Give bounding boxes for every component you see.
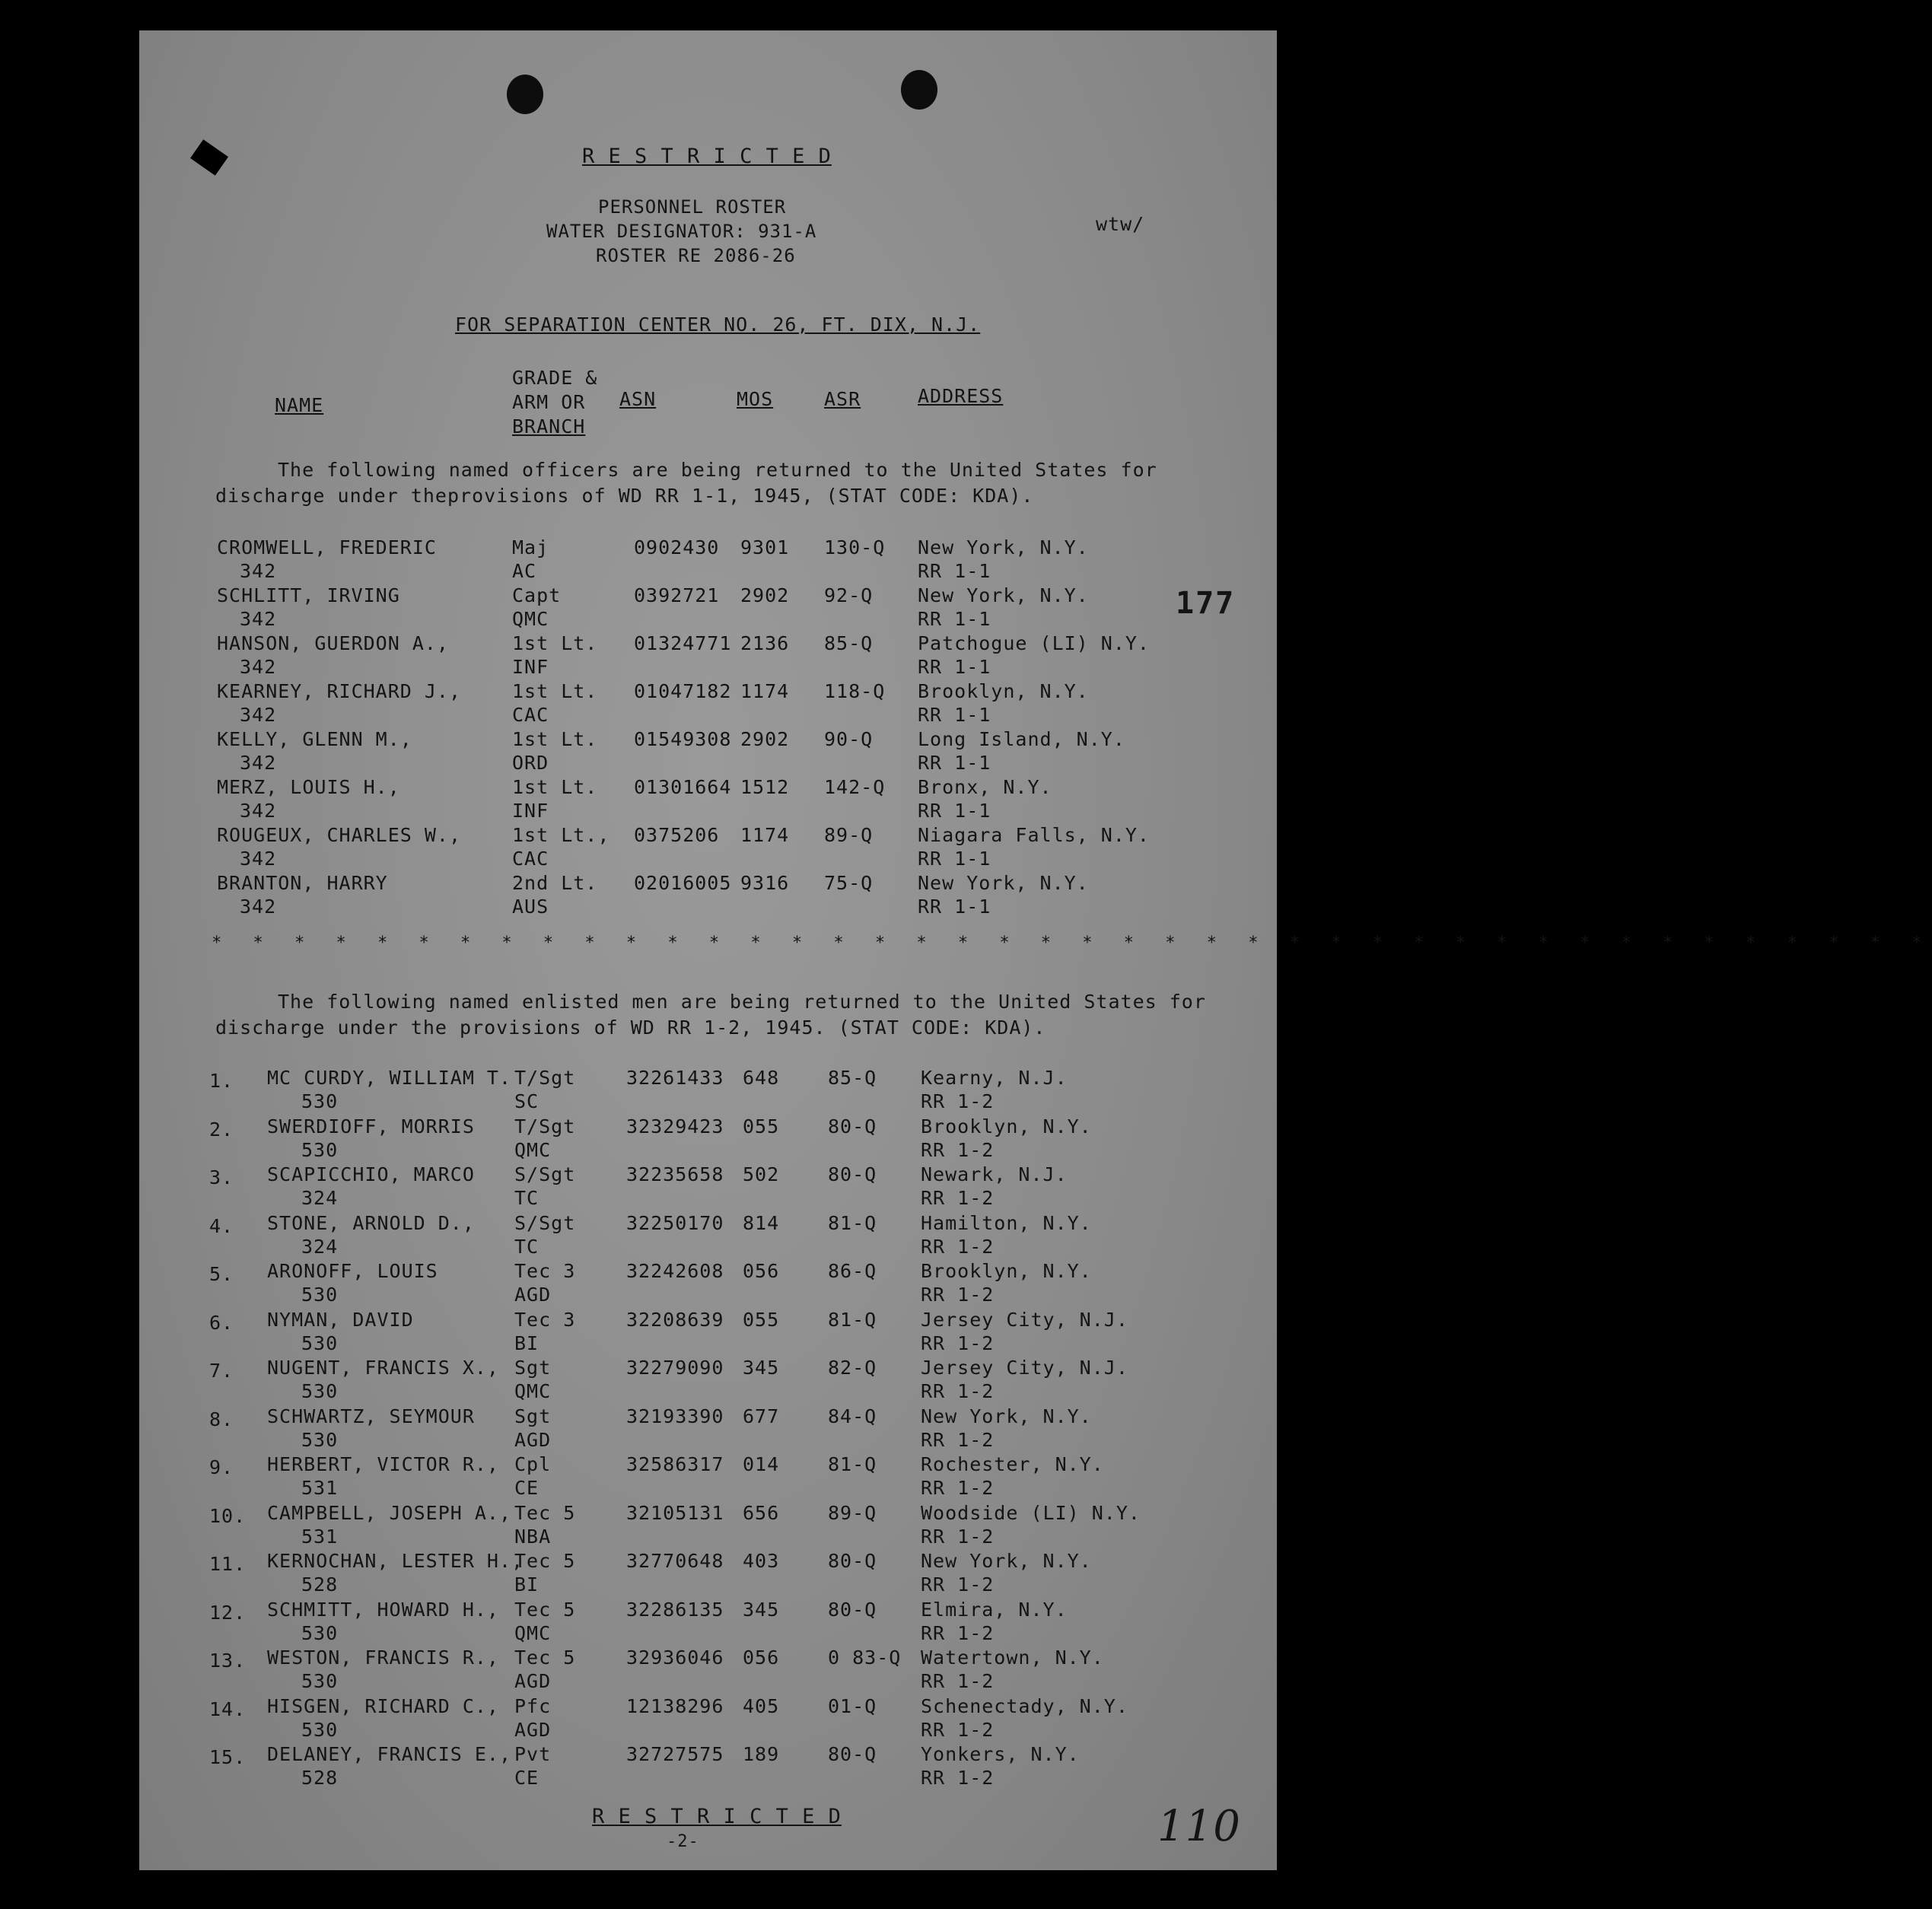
enlisted-number: 6.: [209, 1311, 234, 1334]
enlisted-number: 12.: [209, 1601, 247, 1624]
enlisted-grade: Sgt: [514, 1405, 552, 1427]
officers-intro-line2: discharge under theprovisions of WD RR 1-1, 1945, (STAT CODE: KDA).: [215, 485, 1034, 507]
officer-branch: CAC: [512, 704, 549, 726]
enlisted-name: SCHWARTZ, SEYMOUR: [267, 1405, 475, 1427]
enlisted-number: 11.: [209, 1553, 247, 1575]
enlisted-rr: RR 1-2: [921, 1090, 995, 1112]
enlisted-asn: 32235658: [626, 1163, 724, 1185]
enlisted-asn: 12138296: [626, 1694, 724, 1717]
enlisted-number: 15.: [209, 1746, 247, 1768]
officer-asn: 01301664: [634, 776, 732, 798]
enlisted-asr: 80-Q: [828, 1743, 877, 1765]
enlisted-branch: QMC: [514, 1621, 552, 1644]
enlisted-rr: RR 1-2: [921, 1477, 995, 1499]
enlisted-name: NYMAN, DAVID: [267, 1308, 414, 1331]
water-designator: WATER DESIGNATOR: 931-A: [546, 221, 817, 242]
officer-asr: 130-Q: [824, 536, 886, 558]
enlisted-asn: 32727575: [626, 1743, 724, 1765]
enlisted-intro-line1: The following named enlisted men are being returned to the United States for: [278, 991, 1206, 1013]
enlisted-mos: 056: [743, 1647, 780, 1669]
officer-code: 342: [240, 656, 277, 678]
officer-rr: RR 1-1: [918, 560, 991, 582]
enlisted-name: KERNOCHAN, LESTER H.,: [267, 1550, 524, 1572]
officer-mos: 2902: [740, 728, 790, 750]
enlisted-code: 528: [301, 1767, 339, 1789]
officer-asn: 01549308: [634, 728, 732, 750]
enlisted-asn: 32261433: [626, 1067, 724, 1089]
enlisted-grade: Tec 3: [514, 1308, 576, 1331]
enlisted-rr: RR 1-2: [921, 1670, 995, 1692]
enlisted-name: MC CURDY, WILLIAM T.: [267, 1067, 512, 1089]
enlisted-branch: QMC: [514, 1380, 552, 1402]
enlisted-mos: 405: [743, 1694, 780, 1717]
column-header-asr: ASR: [824, 388, 861, 410]
enlisted-rr: RR 1-2: [921, 1380, 995, 1402]
enlisted-asr: 01-Q: [828, 1694, 877, 1717]
enlisted-asr: 86-Q: [828, 1260, 877, 1282]
enlisted-address: Hamilton, N.Y.: [921, 1211, 1092, 1234]
enlisted-name: WESTON, FRANCIS R.,: [267, 1647, 499, 1669]
officer-asr: 89-Q: [824, 824, 874, 846]
enlisted-code: 530: [301, 1718, 339, 1741]
column-header-grade: GRADE &: [512, 367, 598, 389]
enlisted-code: 530: [301, 1090, 339, 1112]
enlisted-branch: BI: [514, 1332, 539, 1354]
enlisted-asn: 32329423: [626, 1115, 724, 1137]
enlisted-number: 7.: [209, 1360, 234, 1382]
officer-asr: 75-Q: [824, 872, 874, 894]
officer-grade: 1st Lt.: [512, 776, 598, 798]
enlisted-mos: 677: [743, 1405, 780, 1427]
enlisted-asr: 0 83-Q: [828, 1647, 902, 1669]
officer-address: Long Island, N.Y.: [918, 728, 1125, 750]
enlisted-number: 13.: [209, 1650, 247, 1672]
enlisted-mos: 648: [743, 1067, 780, 1089]
enlisted-address: Watertown, N.Y.: [921, 1647, 1104, 1669]
enlisted-name: SCHMITT, HOWARD H.,: [267, 1598, 499, 1621]
enlisted-address: Elmira, N.Y.: [921, 1598, 1068, 1621]
column-header-arm: ARM OR: [512, 391, 586, 413]
document-page: [139, 30, 1932, 1870]
enlisted-number: 9.: [209, 1456, 234, 1478]
enlisted-address: Yonkers, N.Y.: [921, 1743, 1080, 1765]
enlisted-code: 530: [301, 1138, 339, 1161]
officer-rr: RR 1-1: [918, 704, 991, 726]
enlisted-rr: RR 1-2: [921, 1332, 995, 1354]
enlisted-rr: RR 1-2: [921, 1573, 995, 1596]
enlisted-asn: 32105131: [626, 1501, 724, 1524]
enlisted-address: Brooklyn, N.Y.: [921, 1115, 1092, 1137]
separation-center: FOR SEPARATION CENTER NO. 26, FT. DIX, N.J.: [455, 313, 981, 336]
officer-grade: 1st Lt.: [512, 728, 598, 750]
enlisted-asr: 82-Q: [828, 1357, 877, 1379]
enlisted-address: Jersey City, N.J.: [921, 1357, 1128, 1379]
officer-asn: 01324771: [634, 632, 732, 654]
officer-asn: 0375206: [634, 824, 720, 846]
enlisted-intro-line2: discharge under the provisions of WD RR 1-2, 1945. (STAT CODE: KDA).: [215, 1017, 1046, 1039]
classification-footer: R E S T R I C T E D: [592, 1805, 842, 1828]
enlisted-branch: AGD: [514, 1670, 552, 1692]
officer-asr: 85-Q: [824, 632, 874, 654]
enlisted-branch: SC: [514, 1090, 539, 1112]
enlisted-code: 530: [301, 1284, 339, 1306]
enlisted-number: 8.: [209, 1408, 234, 1430]
officer-address: Brooklyn, N.Y.: [918, 680, 1089, 702]
officer-asn: 0392721: [634, 584, 720, 606]
enlisted-asn: 32279090: [626, 1357, 724, 1379]
enlisted-mos: 403: [743, 1550, 780, 1572]
officer-name: ROUGEUX, CHARLES W.,: [217, 824, 462, 846]
officer-address: Bronx, N.Y.: [918, 776, 1052, 798]
column-header-branch: BRANCH: [512, 415, 586, 437]
enlisted-asn: 32242608: [626, 1260, 724, 1282]
enlisted-grade: Tec 5: [514, 1647, 576, 1669]
enlisted-rr: RR 1-2: [921, 1235, 995, 1258]
officer-mos: 1174: [740, 824, 790, 846]
enlisted-name: CAMPBELL, JOSEPH A.,: [267, 1501, 512, 1524]
officer-name: MERZ, LOUIS H.,: [217, 776, 400, 798]
column-header-name: NAME: [275, 394, 324, 416]
enlisted-branch: CE: [514, 1477, 539, 1499]
enlisted-address: New York, N.Y.: [921, 1405, 1092, 1427]
enlisted-asn: 32250170: [626, 1211, 724, 1234]
enlisted-name: ARONOFF, LOUIS: [267, 1260, 438, 1282]
enlisted-name: DELANEY, FRANCIS E.,: [267, 1743, 512, 1765]
officer-code: 342: [240, 800, 277, 822]
officer-grade: Maj: [512, 536, 549, 558]
enlisted-asr: 85-Q: [828, 1067, 877, 1089]
enlisted-number: 3.: [209, 1166, 234, 1188]
enlisted-number: 4.: [209, 1214, 234, 1237]
officer-address: New York, N.Y.: [918, 536, 1089, 558]
officer-name: KELLY, GLENN M.,: [217, 728, 412, 750]
enlisted-asr: 81-Q: [828, 1211, 877, 1234]
page-number: -2-: [667, 1832, 699, 1851]
enlisted-address: Rochester, N.Y.: [921, 1453, 1104, 1475]
enlisted-asr: 81-Q: [828, 1453, 877, 1475]
enlisted-mos: 055: [743, 1308, 780, 1331]
enlisted-name: SCAPICCHIO, MARCO: [267, 1163, 475, 1185]
officer-mos: 9316: [740, 872, 790, 894]
enlisted-asn: 32286135: [626, 1598, 724, 1621]
enlisted-address: Schenectady, N.Y.: [921, 1694, 1128, 1717]
officer-branch: INF: [512, 656, 549, 678]
handwritten-number: 110: [1157, 1802, 1241, 1851]
enlisted-grade: T/Sgt: [514, 1115, 576, 1137]
column-header-address: ADDRESS: [918, 385, 1004, 407]
enlisted-address: Newark, N.J.: [921, 1163, 1068, 1185]
enlisted-code: 324: [301, 1235, 339, 1258]
officer-grade: 1st Lt.: [512, 632, 598, 654]
column-header-asn: ASN: [619, 388, 657, 410]
enlisted-asr: 81-Q: [828, 1308, 877, 1331]
officer-asr: 142-Q: [824, 776, 886, 798]
officer-code: 342: [240, 752, 277, 774]
officer-address: New York, N.Y.: [918, 872, 1089, 894]
enlisted-code: 531: [301, 1477, 339, 1499]
enlisted-number: 14.: [209, 1697, 247, 1720]
enlisted-grade: Tec 5: [514, 1501, 576, 1524]
enlisted-grade: Tec 5: [514, 1598, 576, 1621]
enlisted-rr: RR 1-2: [921, 1284, 995, 1306]
enlisted-number: 2.: [209, 1118, 234, 1141]
officer-asr: 90-Q: [824, 728, 874, 750]
enlisted-branch: NBA: [514, 1525, 552, 1548]
officer-asr: 92-Q: [824, 584, 874, 606]
enlisted-mos: 502: [743, 1163, 780, 1185]
enlisted-name: HERBERT, VICTOR R.,: [267, 1453, 499, 1475]
officer-code: 342: [240, 560, 277, 582]
enlisted-rr: RR 1-2: [921, 1138, 995, 1161]
enlisted-grade: S/Sgt: [514, 1211, 576, 1234]
enlisted-address: New York, N.Y.: [921, 1550, 1092, 1572]
officer-rr: RR 1-1: [918, 848, 991, 870]
officer-name: CROMWELL, FREDERIC: [217, 536, 437, 558]
enlisted-branch: TC: [514, 1187, 539, 1209]
enlisted-mos: 055: [743, 1115, 780, 1137]
enlisted-branch: QMC: [514, 1138, 552, 1161]
enlisted-grade: Sgt: [514, 1357, 552, 1379]
enlisted-mos: 345: [743, 1598, 780, 1621]
enlisted-name: SWERDIOFF, MORRIS: [267, 1115, 475, 1137]
enlisted-grade: Pfc: [514, 1694, 552, 1717]
officer-grade: 1st Lt.: [512, 680, 598, 702]
enlisted-number: 1.: [209, 1070, 234, 1092]
enlisted-code: 530: [301, 1621, 339, 1644]
enlisted-code: 530: [301, 1380, 339, 1402]
enlisted-rr: RR 1-2: [921, 1428, 995, 1451]
punch-hole: [507, 75, 543, 114]
officer-grade: Capt: [512, 584, 562, 606]
enlisted-branch: CE: [514, 1767, 539, 1789]
officer-name: HANSON, GUERDON A.,: [217, 632, 449, 654]
enlisted-address: Brooklyn, N.Y.: [921, 1260, 1092, 1282]
officer-address: Patchogue (LI) N.Y.: [918, 632, 1150, 654]
officer-code: 342: [240, 608, 277, 630]
roster-number: ROSTER RE 2086-26: [596, 245, 796, 266]
officer-name: BRANTON, HARRY: [217, 872, 388, 894]
section-separator: * * * * * * * * * * * * * * * * * * * * * * * * * * * * * * * * * * * * * * * * * *: [212, 934, 1932, 953]
officer-branch: QMC: [512, 608, 549, 630]
page-stamp: 177: [1176, 586, 1236, 621]
officer-rr: RR 1-1: [918, 896, 991, 918]
officer-address: New York, N.Y.: [918, 584, 1089, 606]
enlisted-name: STONE, ARNOLD D.,: [267, 1211, 475, 1234]
enlisted-asr: 89-Q: [828, 1501, 877, 1524]
enlisted-grade: Tec 3: [514, 1260, 576, 1282]
enlisted-asr: 80-Q: [828, 1598, 877, 1621]
enlisted-rr: RR 1-2: [921, 1621, 995, 1644]
enlisted-number: 5.: [209, 1263, 234, 1285]
enlisted-asn: 32586317: [626, 1453, 724, 1475]
enlisted-branch: TC: [514, 1235, 539, 1258]
classification-header: R E S T R I C T E D: [582, 145, 832, 168]
enlisted-grade: S/Sgt: [514, 1163, 576, 1185]
roster-title: PERSONNEL ROSTER: [598, 196, 787, 218]
enlisted-asr: 80-Q: [828, 1163, 877, 1185]
enlisted-mos: 014: [743, 1453, 780, 1475]
enlisted-asn: 32936046: [626, 1647, 724, 1669]
officer-branch: CAC: [512, 848, 549, 870]
officers-intro-line1: The following named officers are being returned to the United States for: [278, 459, 1157, 481]
enlisted-grade: Pvt: [514, 1743, 552, 1765]
officer-mos: 2902: [740, 584, 790, 606]
enlisted-asn: 32208639: [626, 1308, 724, 1331]
officer-grade: 1st Lt.,: [512, 824, 610, 846]
officer-mos: 9301: [740, 536, 790, 558]
officer-name: SCHLITT, IRVING: [217, 584, 400, 606]
enlisted-grade: T/Sgt: [514, 1067, 576, 1089]
enlisted-number: 10.: [209, 1504, 247, 1527]
typist-initials: wtw/: [1096, 213, 1145, 235]
enlisted-address: Kearny, N.J.: [921, 1067, 1068, 1089]
enlisted-mos: 189: [743, 1743, 780, 1765]
enlisted-code: 530: [301, 1332, 339, 1354]
enlisted-branch: AGD: [514, 1718, 552, 1741]
enlisted-asr: 80-Q: [828, 1550, 877, 1572]
officer-rr: RR 1-1: [918, 752, 991, 774]
enlisted-name: NUGENT, FRANCIS X.,: [267, 1357, 499, 1379]
officer-name: KEARNEY, RICHARD J.,: [217, 680, 462, 702]
enlisted-address: Woodside (LI) N.Y.: [921, 1501, 1141, 1524]
officer-code: 342: [240, 848, 277, 870]
enlisted-mos: 056: [743, 1260, 780, 1282]
officer-rr: RR 1-1: [918, 656, 991, 678]
officer-asn: 01047182: [634, 680, 732, 702]
officer-branch: AC: [512, 560, 537, 582]
enlisted-code: 530: [301, 1670, 339, 1692]
enlisted-branch: AGD: [514, 1428, 552, 1451]
enlisted-mos: 814: [743, 1211, 780, 1234]
officer-branch: INF: [512, 800, 549, 822]
enlisted-code: 530: [301, 1428, 339, 1451]
enlisted-rr: RR 1-2: [921, 1718, 995, 1741]
enlisted-asr: 80-Q: [828, 1115, 877, 1137]
punch-hole: [901, 70, 937, 110]
enlisted-asn: 32193390: [626, 1405, 724, 1427]
page-mark: [190, 139, 228, 176]
enlisted-name: HISGEN, RICHARD C.,: [267, 1694, 499, 1717]
officer-rr: RR 1-1: [918, 800, 991, 822]
enlisted-rr: RR 1-2: [921, 1767, 995, 1789]
enlisted-asr: 84-Q: [828, 1405, 877, 1427]
enlisted-asn: 32770648: [626, 1550, 724, 1572]
officer-code: 342: [240, 704, 277, 726]
enlisted-mos: 656: [743, 1501, 780, 1524]
enlisted-rr: RR 1-2: [921, 1187, 995, 1209]
enlisted-code: 528: [301, 1573, 339, 1596]
officer-mos: 2136: [740, 632, 790, 654]
column-header-mos: MOS: [737, 388, 774, 410]
enlisted-code: 531: [301, 1525, 339, 1548]
enlisted-mos: 345: [743, 1357, 780, 1379]
enlisted-address: Jersey City, N.J.: [921, 1308, 1128, 1331]
enlisted-code: 324: [301, 1187, 339, 1209]
enlisted-rr: RR 1-2: [921, 1525, 995, 1548]
officer-grade: 2nd Lt.: [512, 872, 598, 894]
officer-code: 342: [240, 896, 277, 918]
officer-mos: 1512: [740, 776, 790, 798]
officer-address: Niagara Falls, N.Y.: [918, 824, 1150, 846]
officer-rr: RR 1-1: [918, 608, 991, 630]
enlisted-grade: Cpl: [514, 1453, 552, 1475]
officer-mos: 1174: [740, 680, 790, 702]
officer-asr: 118-Q: [824, 680, 886, 702]
enlisted-branch: BI: [514, 1573, 539, 1596]
officer-asn: 0902430: [634, 536, 720, 558]
officer-asn: 02016005: [634, 872, 732, 894]
enlisted-grade: Tec 5: [514, 1550, 576, 1572]
enlisted-branch: AGD: [514, 1284, 552, 1306]
officer-branch: AUS: [512, 896, 549, 918]
officer-branch: ORD: [512, 752, 549, 774]
